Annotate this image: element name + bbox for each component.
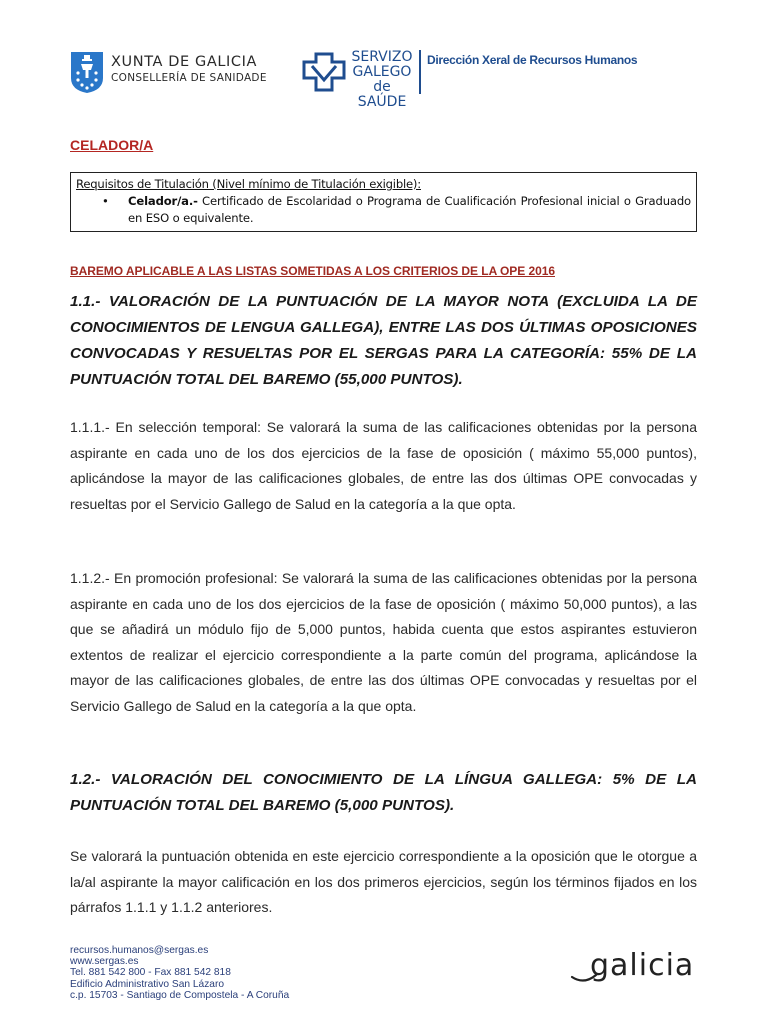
galicia-logo-text: galicia xyxy=(590,948,695,983)
conselleria-name: CONSELLERÍA DE SANIDADE xyxy=(111,72,267,84)
sergas-line-1: SERVIZO xyxy=(351,49,413,65)
requirements-item-label: Celador/a.- xyxy=(128,194,198,208)
header-divider xyxy=(419,50,421,94)
xunta-name: XUNTA DE GALICIA xyxy=(111,54,258,70)
document-body xyxy=(70,137,699,153)
requirements-item xyxy=(76,193,691,227)
paragraph-1-1-2: 1.1.2.- En promoción profesional: Se valorará la suma de las calificaciones obtenidas por la persona aspirante en cada uno de los dos ejercicios de la fase de oposición ( máximo 50,000 puntos), a las que se añadirá un módulo fijo de 5,000 puntos, habida cuenta que estos aspirantes estuvieron extentos de realizar el ejercicio correspondiente a la parte común del programa, aplicándose la mayor de las calificaciones globales, de entre las dos últimas OPE convocadas y resueltas por el Servicio Gallego de Salud en la categoría a la que opta. xyxy=(70,570,697,714)
document-header xyxy=(0,0,768,110)
footer-email-link[interactable]: recursos.humanos@sergas.es xyxy=(70,945,209,956)
paragraph-1-1-1: 1.1.1.- En selección temporal: Se valorará la suma de las calificaciones obtenidas por la persona aspirante en cada uno de los dos ejercicios de la fase de oposición ( máximo 55,000 puntos), aplicándose la mayor de las calificaciones globales, de entre las dos últimas OPE convocadas y resueltas por el Servicio Gallego de Salud en la categoría a la que opta. xyxy=(70,419,697,512)
footer-phone: Tel. 881 542 800 - Fax 881 542 818 xyxy=(70,967,231,979)
section-title: CELADOR/A xyxy=(70,137,154,153)
xunta-coat-of-arms-icon xyxy=(69,50,105,94)
sergas-line-2: GALEGO xyxy=(352,64,412,80)
requirements-title: Requisitos de Titulación (Nivel mínimo de Titulación exigible): xyxy=(76,177,421,191)
paragraph-1-2: Se valorará la puntuación obtenida en este ejercicio correspondiente a la oposición que le otorgue a la/al aspirante la mayor calificación en los dos primeros ejercicios, según los términos fijados en los párrafos 1.1.1 y 1.1.2 anteriores. xyxy=(70,848,697,916)
footer-building: Edificio Administrativo San Lázaro xyxy=(70,978,225,990)
baremo-title: BAREMO APLICABLE A LAS LISTAS SOMETIDAS A LOS CRITERIOS DE LA OPE 2016 xyxy=(70,264,555,278)
footer-contact xyxy=(70,945,289,1001)
sergas-line-3: de SAÚDE xyxy=(357,79,407,110)
direccion-title: Dirección Xeral de Recursos Humanos xyxy=(427,53,638,67)
sergas-logo-icon xyxy=(302,52,346,92)
requirements-item-text: Certificado de Escolaridad o Programa de Cualificación Profesional inicial o Graduado en ESO o equivalente. xyxy=(128,194,691,225)
sergas-name xyxy=(350,50,414,110)
bullet: • xyxy=(102,194,109,208)
requirements-box xyxy=(70,172,697,232)
footer-address: c.p. 15703 - Santiago de Compostela - A Coruña xyxy=(70,989,290,1001)
heading-1-2: 1.2.- VALORACIÓN DEL CONOCIMIENTO DE LA LÍNGUA GALLEGA: 5% DE LA PUNTUACIÓN TOTAL DEL BAREMO (5,000 PUNTOS). xyxy=(70,771,697,814)
footer-web-link[interactable]: www.sergas.es xyxy=(70,956,139,968)
heading-1-1: 1.1.- VALORACIÓN DE LA PUNTUACIÓN DE LA MAYOR NOTA (EXCLUIDA LA DE CONOCIMIENTOS DE LENGUA GALLEGA), ENTRE LAS DOS ÚLTIMAS OPOSICIONES CONVOCADAS Y RESUELTAS POR EL SERGAS PARA LA CATEGORÍA: 55% DE LA PUNTUACIÓN TOTAL DEL BAREMO (55,000 PUNTOS). xyxy=(70,293,697,388)
galicia-logo-icon xyxy=(570,945,700,987)
